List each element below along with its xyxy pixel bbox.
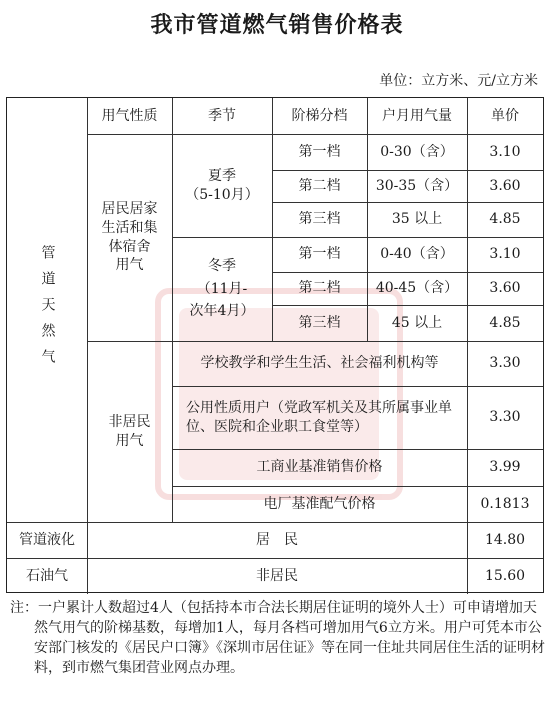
winter-tier-1: 第一档 [298,246,341,263]
header-season: 季节 [208,107,236,124]
winter-price-3: 4.85 [489,314,521,331]
summer-usage-3: 35 以上 [391,211,443,228]
nonres-desc-3: 工商业基准销售价格 [256,459,383,476]
summer-price-3: 4.85 [489,211,521,228]
nonres-desc-1: 学校教学和学生生活、社会福利机构等 [200,355,439,372]
lpg-label-line1: 管道液化 [19,531,75,548]
unit-label: 单位：立方米、元/立方米 [379,73,538,89]
summer-tier-3: 第三档 [298,211,341,228]
summer-usage-1: 0-30（含） [380,143,454,160]
winter-usage-2: 40-45（含） [375,280,459,297]
winter-usage-1: 0-40（含） [380,246,454,263]
nonres-price-2: 3.30 [489,409,521,426]
nonres-desc-4: 电厂基准配气价格 [263,495,376,512]
header-tier: 阶梯分档 [291,107,348,124]
winter-price-1: 3.10 [489,246,521,263]
residential-label: 居民居家 生活和集 体宿舍 用气 [101,200,158,274]
summer-price-1: 3.10 [489,143,521,160]
summer-label: 夏季 （5-10月） [185,167,259,203]
summer-tier-1: 第一档 [298,143,341,160]
non-residential-label: 非居民 用气 [108,413,151,449]
lpg-price-1: 14.80 [484,531,526,548]
winter-tier-2: 第二档 [298,280,341,297]
nonres-price-1: 3.30 [489,355,521,372]
nonres-desc-2: 公用性质用户（党政军机关及其所属事业单位、医院和企业职工食堂等） [186,399,452,435]
header-price: 单价 [491,107,519,124]
nonres-price-4: 0.1813 [480,495,530,512]
lpg-desc-1: 居 民 [256,531,298,548]
natural-gas-label: 管道天然气 [39,245,56,375]
lpg-price-2: 15.60 [484,567,526,584]
winter-usage-3: 45 以上 [391,314,443,331]
footnote-text: 注：一户累计人数超过4人（包括持本市合法长期居住证明的境外人士）可申请增加天然气用气的阶梯基数，每增加1人，每月各档可增加用气6立方米。用户可凭本市公安部门核发的《居民户口簿》《深圳市居住证》等在同一住址共同居住生活的证明材料，到市燃气集团营业网点办理。 [10,600,545,676]
page-title: 我市管道燃气销售价格表 [150,12,404,38]
footnote [10,598,546,678]
summer-price-2: 3.60 [489,177,521,194]
lpg-label-line2: 石油气 [26,567,68,584]
lpg-desc-2: 非居民 [256,567,298,584]
header-usage: 户月用气量 [382,107,452,124]
header-gas-type: 用气性质 [101,107,158,124]
summer-usage-2: 30-35（含） [375,177,459,194]
winter-label: 冬季 （11月- 次年4月） [189,258,255,320]
price-table [6,97,544,593]
winter-price-2: 3.60 [489,280,521,297]
nonres-price-3: 3.99 [489,459,521,476]
winter-tier-3: 第三档 [298,314,341,331]
summer-tier-2: 第二档 [298,177,341,194]
